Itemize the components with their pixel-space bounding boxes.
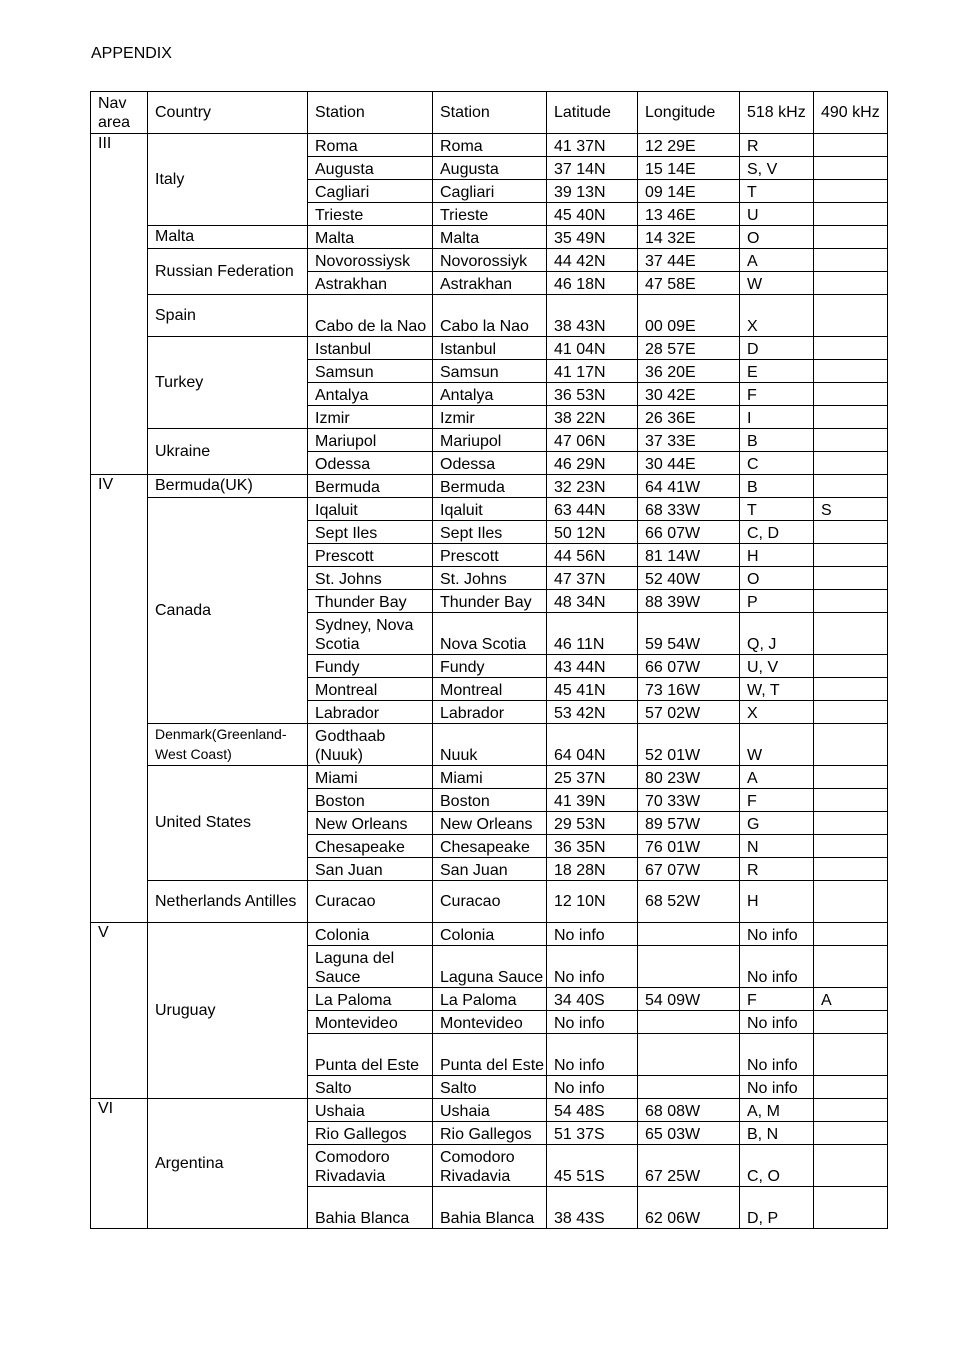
latitude-cell: No info: [547, 1076, 638, 1099]
longitude-cell: 09 14E: [638, 180, 740, 203]
freq-490-cell: [814, 226, 888, 249]
freq-518-cell: H: [740, 881, 814, 923]
latitude-cell: 48 34N: [547, 590, 638, 613]
latitude-cell: 51 37S: [547, 1122, 638, 1145]
table-row: [91, 475, 888, 498]
station-alt-name-cell: Chesapeake: [433, 835, 547, 858]
latitude-cell: 41 39N: [547, 789, 638, 812]
station-name-cell: Bahia Blanca: [308, 1187, 433, 1229]
freq-490-cell: [814, 812, 888, 835]
freq-518-cell: F: [740, 383, 814, 406]
latitude-cell: 45 40N: [547, 203, 638, 226]
freq-518-cell: B: [740, 429, 814, 452]
freq-518-cell: No info: [740, 1011, 814, 1034]
station-name-cell: Mariupol: [308, 429, 433, 452]
country-cell: Malta: [148, 226, 308, 249]
latitude-cell: 53 42N: [547, 701, 638, 724]
freq-490-cell: [814, 383, 888, 406]
country-cell: Uruguay: [148, 923, 308, 1099]
station-alt-name-cell: Montevideo: [433, 1011, 547, 1034]
longitude-cell: 81 14W: [638, 544, 740, 567]
freq-518-cell: X: [740, 295, 814, 337]
freq-518-cell: O: [740, 226, 814, 249]
header-nav-area: Nav area: [91, 92, 148, 134]
longitude-cell: 00 09E: [638, 295, 740, 337]
freq-518-cell: R: [740, 134, 814, 157]
header-longitude: Longitude: [638, 92, 740, 134]
header-latitude: Latitude: [547, 92, 638, 134]
freq-490-cell: [814, 1099, 888, 1122]
freq-490-cell: [814, 567, 888, 590]
freq-518-cell: T: [740, 180, 814, 203]
freq-490-cell: [814, 923, 888, 946]
freq-518-cell: W, T: [740, 678, 814, 701]
station-alt-name-cell: Punta del Este: [433, 1034, 547, 1076]
station-name-cell: Curacao: [308, 881, 433, 923]
longitude-cell: 37 33E: [638, 429, 740, 452]
freq-518-cell: A, M: [740, 1099, 814, 1122]
longitude-cell: 67 25W: [638, 1145, 740, 1187]
freq-490-cell: A: [814, 988, 888, 1011]
latitude-cell: 46 18N: [547, 272, 638, 295]
longitude-cell: [638, 923, 740, 946]
station-alt-name-cell: Malta: [433, 226, 547, 249]
header-station: Station: [308, 92, 433, 134]
freq-490-cell: [814, 134, 888, 157]
nav-area-cell: IV: [91, 475, 148, 923]
station-name-cell: Salto: [308, 1076, 433, 1099]
table-row: [91, 766, 888, 789]
station-alt-name-cell: Samsun: [433, 360, 547, 383]
latitude-cell: 44 56N: [547, 544, 638, 567]
station-alt-name-cell: Trieste: [433, 203, 547, 226]
table-row: [91, 1099, 888, 1122]
station-name-cell: Thunder Bay: [308, 590, 433, 613]
freq-490-cell: [814, 360, 888, 383]
table-row: [91, 226, 888, 249]
freq-518-cell: C, O: [740, 1145, 814, 1187]
freq-518-cell: No info: [740, 1076, 814, 1099]
latitude-cell: No info: [547, 1011, 638, 1034]
latitude-cell: 45 51S: [547, 1145, 638, 1187]
freq-518-cell: N: [740, 835, 814, 858]
station-name-cell: Ushaia: [308, 1099, 433, 1122]
station-name-cell: Sydney, Nova Scotia: [308, 613, 433, 655]
station-alt-name-cell: Izmir: [433, 406, 547, 429]
freq-518-cell: Q, J: [740, 613, 814, 655]
station-name-cell: Roma: [308, 134, 433, 157]
station-name-cell: New Orleans: [308, 812, 433, 835]
freq-490-cell: [814, 249, 888, 272]
longitude-cell: 30 44E: [638, 452, 740, 475]
freq-518-cell: O: [740, 567, 814, 590]
station-alt-name-cell: La Paloma: [433, 988, 547, 1011]
latitude-cell: 41 17N: [547, 360, 638, 383]
freq-490-cell: [814, 724, 888, 766]
freq-490-cell: [814, 766, 888, 789]
table-row: [91, 337, 888, 360]
station-name-cell: La Paloma: [308, 988, 433, 1011]
freq-518-cell: F: [740, 789, 814, 812]
station-alt-name-cell: Iqaluit: [433, 498, 547, 521]
station-alt-name-cell: Thunder Bay: [433, 590, 547, 613]
latitude-cell: 46 11N: [547, 613, 638, 655]
station-name-cell: Miami: [308, 766, 433, 789]
longitude-cell: 47 58E: [638, 272, 740, 295]
station-name-cell: Odessa: [308, 452, 433, 475]
country-cell: Netherlands Antilles: [148, 881, 308, 923]
freq-518-cell: H: [740, 544, 814, 567]
station-alt-name-cell: Labrador: [433, 701, 547, 724]
latitude-cell: 41 37N: [547, 134, 638, 157]
station-name-cell: Samsun: [308, 360, 433, 383]
longitude-cell: 15 14E: [638, 157, 740, 180]
longitude-cell: 68 52W: [638, 881, 740, 923]
station-alt-name-cell: Sept Iles: [433, 521, 547, 544]
longitude-cell: 12 29E: [638, 134, 740, 157]
station-alt-name-cell: Mariupol: [433, 429, 547, 452]
longitude-cell: 76 01W: [638, 835, 740, 858]
longitude-cell: 57 02W: [638, 701, 740, 724]
table-row: [91, 881, 888, 923]
freq-490-cell: [814, 406, 888, 429]
latitude-cell: 38 43N: [547, 295, 638, 337]
latitude-cell: 36 53N: [547, 383, 638, 406]
freq-518-cell: No info: [740, 946, 814, 988]
freq-490-cell: [814, 789, 888, 812]
table-header: [91, 92, 888, 134]
freq-518-cell: D, P: [740, 1187, 814, 1229]
page-heading: APPENDIX: [91, 45, 172, 62]
station-name-cell: Montevideo: [308, 1011, 433, 1034]
freq-518-cell: R: [740, 858, 814, 881]
table-row: [91, 923, 888, 946]
freq-518-cell: W: [740, 724, 814, 766]
table-row: [91, 295, 888, 337]
station-alt-name-cell: Novorossiyk: [433, 249, 547, 272]
latitude-cell: 54 48S: [547, 1099, 638, 1122]
freq-518-cell: A: [740, 766, 814, 789]
latitude-cell: 36 35N: [547, 835, 638, 858]
longitude-cell: 67 07W: [638, 858, 740, 881]
freq-490-cell: [814, 946, 888, 988]
freq-490-cell: [814, 655, 888, 678]
country-cell: Turkey: [148, 337, 308, 429]
station-name-cell: Augusta: [308, 157, 433, 180]
latitude-cell: 39 13N: [547, 180, 638, 203]
freq-490-cell: [814, 157, 888, 180]
freq-490-cell: [814, 613, 888, 655]
freq-518-cell: U, V: [740, 655, 814, 678]
freq-490-cell: [814, 678, 888, 701]
table-row: [91, 134, 888, 157]
station-name-cell: Fundy: [308, 655, 433, 678]
freq-490-cell: [814, 1011, 888, 1034]
table-row: [91, 498, 888, 521]
freq-490-cell: [814, 180, 888, 203]
station-alt-name-cell: Rio Gallegos: [433, 1122, 547, 1145]
freq-490-cell: [814, 203, 888, 226]
freq-518-cell: I: [740, 406, 814, 429]
station-alt-name-cell: Antalya: [433, 383, 547, 406]
country-cell: Italy: [148, 134, 308, 226]
longitude-cell: 52 01W: [638, 724, 740, 766]
latitude-cell: 25 37N: [547, 766, 638, 789]
freq-490-cell: [814, 452, 888, 475]
latitude-cell: No info: [547, 923, 638, 946]
station-name-cell: Chesapeake: [308, 835, 433, 858]
station-alt-name-cell: Nuuk: [433, 724, 547, 766]
header-518-khz: 518 kHz: [740, 92, 814, 134]
freq-518-cell: No info: [740, 923, 814, 946]
freq-490-cell: S: [814, 498, 888, 521]
freq-490-cell: [814, 1187, 888, 1229]
longitude-cell: 14 32E: [638, 226, 740, 249]
longitude-cell: 73 16W: [638, 678, 740, 701]
table-row: [91, 249, 888, 272]
station-name-cell: Comodoro Rivadavia: [308, 1145, 433, 1187]
station-alt-name-cell: Laguna Sauce: [433, 946, 547, 988]
longitude-cell: 62 06W: [638, 1187, 740, 1229]
freq-490-cell: [814, 835, 888, 858]
station-name-cell: Montreal: [308, 678, 433, 701]
table-row: [91, 429, 888, 452]
freq-490-cell: [814, 701, 888, 724]
station-name-cell: St. Johns: [308, 567, 433, 590]
country-cell: United States: [148, 766, 308, 881]
longitude-cell: 70 33W: [638, 789, 740, 812]
country-cell: Denmark(Greenland-West Coast): [148, 724, 308, 766]
station-alt-name-cell: Cabo la Nao: [433, 295, 547, 337]
station-alt-name-cell: Nova Scotia: [433, 613, 547, 655]
latitude-cell: 18 28N: [547, 858, 638, 881]
station-name-cell: Boston: [308, 789, 433, 812]
station-name-cell: Prescott: [308, 544, 433, 567]
station-name-cell: Rio Gallegos: [308, 1122, 433, 1145]
latitude-cell: 38 22N: [547, 406, 638, 429]
station-alt-name-cell: Salto: [433, 1076, 547, 1099]
station-alt-name-cell: Fundy: [433, 655, 547, 678]
freq-518-cell: C, D: [740, 521, 814, 544]
longitude-cell: 68 08W: [638, 1099, 740, 1122]
station-name-cell: Laguna del Sauce: [308, 946, 433, 988]
station-name-cell: Istanbul: [308, 337, 433, 360]
longitude-cell: 64 41W: [638, 475, 740, 498]
freq-490-cell: [814, 1034, 888, 1076]
station-alt-name-cell: Roma: [433, 134, 547, 157]
station-alt-name-cell: Comodoro Rivadavia: [433, 1145, 547, 1187]
latitude-cell: 45 41N: [547, 678, 638, 701]
station-name-cell: Cabo de la Nao: [308, 295, 433, 337]
latitude-cell: 38 43S: [547, 1187, 638, 1229]
freq-518-cell: U: [740, 203, 814, 226]
station-name-cell: Malta: [308, 226, 433, 249]
station-alt-name-cell: Montreal: [433, 678, 547, 701]
freq-518-cell: B: [740, 475, 814, 498]
header-country: Country: [148, 92, 308, 134]
table-row: [91, 724, 888, 766]
station-alt-name-cell: Curacao: [433, 881, 547, 923]
longitude-cell: 28 57E: [638, 337, 740, 360]
nav-area-cell: V: [91, 923, 148, 1099]
longitude-cell: 80 23W: [638, 766, 740, 789]
latitude-cell: 50 12N: [547, 521, 638, 544]
freq-518-cell: D: [740, 337, 814, 360]
station-name-cell: Iqaluit: [308, 498, 433, 521]
longitude-cell: 89 57W: [638, 812, 740, 835]
freq-518-cell: X: [740, 701, 814, 724]
nav-area-cell: VI: [91, 1099, 148, 1229]
station-alt-name-cell: San Juan: [433, 858, 547, 881]
country-cell: Argentina: [148, 1099, 308, 1229]
longitude-cell: 37 44E: [638, 249, 740, 272]
station-alt-name-cell: Miami: [433, 766, 547, 789]
station-name-cell: Antalya: [308, 383, 433, 406]
longitude-cell: 26 36E: [638, 406, 740, 429]
freq-490-cell: [814, 429, 888, 452]
longitude-cell: 13 46E: [638, 203, 740, 226]
latitude-cell: 44 42N: [547, 249, 638, 272]
latitude-cell: 47 37N: [547, 567, 638, 590]
station-alt-name-cell: Boston: [433, 789, 547, 812]
station-name-cell: Trieste: [308, 203, 433, 226]
freq-490-cell: [814, 590, 888, 613]
longitude-cell: 54 09W: [638, 988, 740, 1011]
station-alt-name-cell: Augusta: [433, 157, 547, 180]
station-name-cell: Izmir: [308, 406, 433, 429]
longitude-cell: 88 39W: [638, 590, 740, 613]
latitude-cell: 34 40S: [547, 988, 638, 1011]
station-alt-name-cell: Prescott: [433, 544, 547, 567]
latitude-cell: 47 06N: [547, 429, 638, 452]
country-cell: Bermuda(UK): [148, 475, 308, 498]
station-alt-name-cell: St. Johns: [433, 567, 547, 590]
freq-490-cell: [814, 521, 888, 544]
navtex-stations-table: [90, 91, 888, 1229]
station-alt-name-cell: Cagliari: [433, 180, 547, 203]
longitude-cell: 52 40W: [638, 567, 740, 590]
station-alt-name-cell: Istanbul: [433, 337, 547, 360]
station-name-cell: Bermuda: [308, 475, 433, 498]
latitude-cell: No info: [547, 946, 638, 988]
longitude-cell: 59 54W: [638, 613, 740, 655]
latitude-cell: 46 29N: [547, 452, 638, 475]
freq-490-cell: [814, 1076, 888, 1099]
station-alt-name-cell: Astrakhan: [433, 272, 547, 295]
freq-490-cell: [814, 475, 888, 498]
freq-518-cell: F: [740, 988, 814, 1011]
latitude-cell: 37 14N: [547, 157, 638, 180]
freq-490-cell: [814, 881, 888, 923]
freq-490-cell: [814, 1145, 888, 1187]
nav-area-cell: III: [91, 134, 148, 475]
station-name-cell: San Juan: [308, 858, 433, 881]
freq-518-cell: A: [740, 249, 814, 272]
header-station-alt: Station: [433, 92, 547, 134]
station-alt-name-cell: Odessa: [433, 452, 547, 475]
country-cell: Canada: [148, 498, 308, 724]
freq-490-cell: [814, 272, 888, 295]
freq-518-cell: T: [740, 498, 814, 521]
freq-518-cell: P: [740, 590, 814, 613]
freq-518-cell: No info: [740, 1034, 814, 1076]
longitude-cell: 65 03W: [638, 1122, 740, 1145]
station-name-cell: Sept Iles: [308, 521, 433, 544]
latitude-cell: 35 49N: [547, 226, 638, 249]
latitude-cell: 32 23N: [547, 475, 638, 498]
freq-490-cell: [814, 295, 888, 337]
station-name-cell: Novorossiysk: [308, 249, 433, 272]
freq-518-cell: G: [740, 812, 814, 835]
country-cell: Russian Federation: [148, 249, 308, 295]
latitude-cell: 29 53N: [547, 812, 638, 835]
latitude-cell: 43 44N: [547, 655, 638, 678]
latitude-cell: 64 04N: [547, 724, 638, 766]
station-name-cell: Labrador: [308, 701, 433, 724]
latitude-cell: 63 44N: [547, 498, 638, 521]
longitude-cell: [638, 1076, 740, 1099]
freq-490-cell: [814, 1122, 888, 1145]
country-cell: Ukraine: [148, 429, 308, 475]
station-alt-name-cell: Ushaia: [433, 1099, 547, 1122]
station-alt-name-cell: Bermuda: [433, 475, 547, 498]
station-alt-name-cell: New Orleans: [433, 812, 547, 835]
freq-518-cell: C: [740, 452, 814, 475]
latitude-cell: 12 10N: [547, 881, 638, 923]
station-name-cell: Colonia: [308, 923, 433, 946]
station-alt-name-cell: Colonia: [433, 923, 547, 946]
freq-518-cell: B, N: [740, 1122, 814, 1145]
country-cell: Spain: [148, 295, 308, 337]
latitude-cell: 41 04N: [547, 337, 638, 360]
freq-490-cell: [814, 858, 888, 881]
station-name-cell: Godthaab (Nuuk): [308, 724, 433, 766]
longitude-cell: 66 07W: [638, 655, 740, 678]
station-name-cell: Astrakhan: [308, 272, 433, 295]
longitude-cell: [638, 946, 740, 988]
latitude-cell: No info: [547, 1034, 638, 1076]
longitude-cell: 68 33W: [638, 498, 740, 521]
freq-518-cell: E: [740, 360, 814, 383]
station-alt-name-cell: Bahia Blanca: [433, 1187, 547, 1229]
longitude-cell: 66 07W: [638, 521, 740, 544]
freq-490-cell: [814, 337, 888, 360]
freq-518-cell: W: [740, 272, 814, 295]
longitude-cell: 36 20E: [638, 360, 740, 383]
longitude-cell: [638, 1011, 740, 1034]
freq-518-cell: S, V: [740, 157, 814, 180]
longitude-cell: 30 42E: [638, 383, 740, 406]
station-name-cell: Punta del Este: [308, 1034, 433, 1076]
header-490-khz: 490 kHz: [814, 92, 888, 134]
longitude-cell: [638, 1034, 740, 1076]
table-body: [91, 134, 888, 1229]
freq-490-cell: [814, 544, 888, 567]
station-name-cell: Cagliari: [308, 180, 433, 203]
